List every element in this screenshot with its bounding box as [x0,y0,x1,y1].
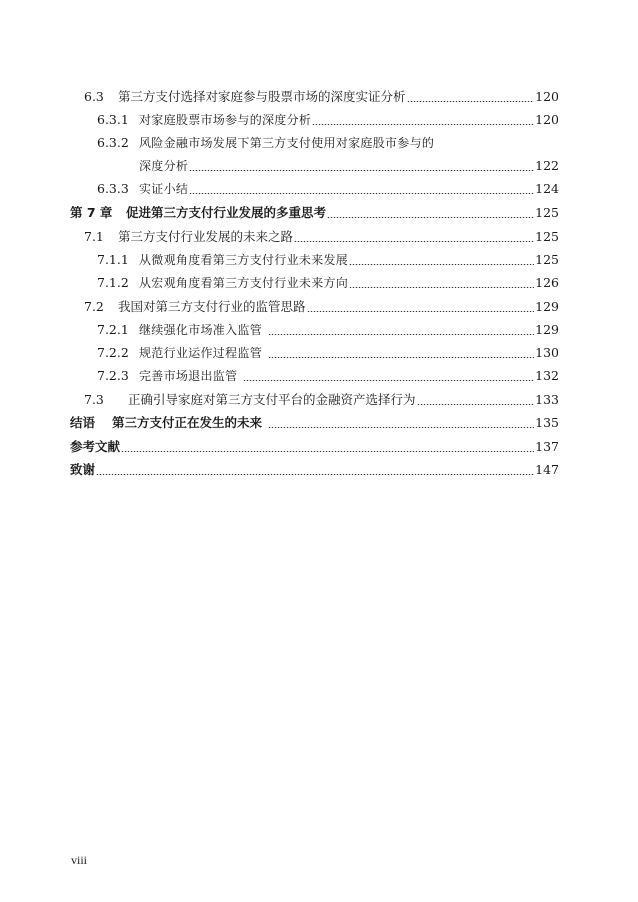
dot-leader [189,170,534,171]
toc-entry-number: 7.1.2 [97,275,129,290]
toc-entry-page: 135 [535,415,559,430]
dot-leader [243,380,534,381]
toc-entry-page: 129 [535,322,559,337]
toc-chapter-entry[interactable] [70,413,559,433]
dot-leader [417,404,535,405]
toc-entry-title: 规范行业运作过程监管 [139,346,263,360]
toc-entry[interactable] [84,87,559,107]
page-number-footer: viii [71,853,88,867]
toc-entry-title: 实证小结 [139,182,189,196]
toc-entry[interactable] [84,390,559,410]
dot-leader [327,217,534,218]
toc-entry-number: 6.3 [84,89,104,104]
dot-leader [96,474,534,475]
toc-entry[interactable] [97,343,559,363]
toc-chapter-entry[interactable] [70,460,559,480]
toc-entry-page: 122 [535,158,559,173]
toc-entry-page: 147 [535,462,559,477]
dot-leader [307,311,535,312]
toc-entry-page: 129 [535,299,559,314]
toc-entry-title: 继续强化市场准入监管 [139,323,263,337]
toc-entry[interactable] [97,320,559,340]
toc-chapter-entry[interactable] [70,437,559,457]
toc-entry-page: 125 [535,252,559,267]
toc-entry-number: 6.3.3 [97,181,129,196]
toc-entry-title: 促进第三方支付行业发展的多重思考 [126,205,327,220]
toc-entry[interactable] [97,366,559,386]
toc-entry-page: 130 [535,345,559,360]
toc-entry-title: 第三方支付选择对家庭参与股票市场的深度实证分析 [118,89,406,104]
toc-entry-title: 从宏观角度看第三方支付行业未来方向 [139,276,349,290]
toc-entry-page: 132 [535,368,559,383]
toc-entry-title: 我国对第三方支付行业的监管思路 [118,299,306,314]
toc-entry-page: 137 [535,439,559,454]
toc-entry-number: 6.3.1 [97,112,129,127]
toc-entry-page: 120 [535,112,559,127]
dot-leader [407,101,535,102]
toc-entry-number: 7.3 [84,392,104,407]
toc-entry-page: 125 [535,229,559,244]
toc-entry[interactable] [84,227,559,247]
dot-leader [268,334,534,335]
toc-entry-title: 完善市场退出监管 [139,369,238,383]
toc-entry-page: 126 [535,275,559,290]
toc-entry-title: 从微观角度看第三方支付行业未来发展 [139,253,349,267]
toc-entry-title: 风险金融市场发展下第三方支付使用对家庭股市参与的 [139,136,435,150]
dot-leader [349,264,534,265]
toc-entry-number: 7.2.3 [97,368,129,383]
toc-entry[interactable] [97,110,559,130]
dot-leader [349,287,534,288]
toc-entry-number: 7.1 [84,229,104,244]
dot-leader [189,193,534,194]
toc-entry-title: 对家庭股票市场参与的深度分析 [139,113,312,127]
toc-entry[interactable] [97,133,559,153]
toc-entry-number: 6.3.2 [97,135,129,150]
toc-entry-number: 第 7 章 [70,205,113,220]
toc-entry-number: 7.2 [84,299,104,314]
dot-leader [268,427,534,428]
toc-entry-number: 结语 [70,415,96,430]
dot-leader [294,241,534,242]
dot-leader [312,124,534,125]
toc-entry-title: 第三方支付正在发生的未来 [112,415,263,430]
toc-entry-page: 133 [535,392,559,407]
toc-entry-title: 正确引导家庭对第三方支付平台的金融资产选择行为 [128,392,416,407]
toc-entry-page: 120 [535,89,559,104]
toc-entry-title: 致谢 [70,462,96,477]
dot-leader [268,357,534,358]
toc-entry-continuation[interactable] [139,156,559,176]
toc-entry[interactable] [97,273,559,293]
toc-entry-title: 第三方支付行业发展的未来之路 [118,229,294,244]
toc-entry[interactable] [97,179,559,199]
toc-entry-number: 7.2.1 [97,322,129,337]
toc-entry-number: 7.2.2 [97,345,129,360]
toc-entry-title: 深度分析 [139,159,189,173]
toc-entry-number: 7.1.1 [97,252,129,267]
toc-entry[interactable] [97,250,559,270]
dot-leader [121,451,534,452]
toc-entry-title: 参考文献 [70,439,121,454]
toc-entry-page: 124 [535,181,559,196]
toc-entry-page: 125 [535,205,559,220]
toc-chapter-entry[interactable] [70,203,559,223]
toc-entry[interactable] [84,297,559,317]
